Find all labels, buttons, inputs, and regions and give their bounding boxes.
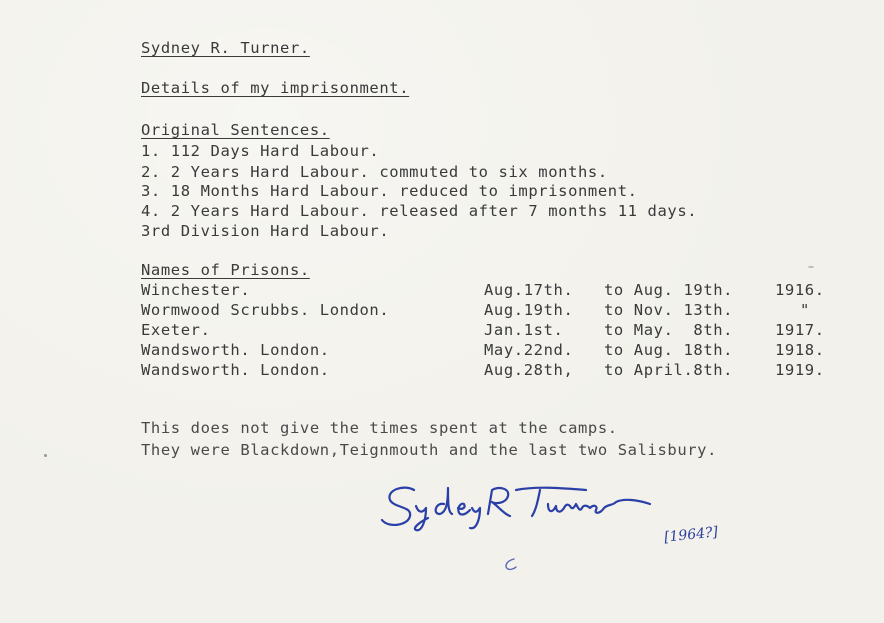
prison-to-date: to Aug. 18th. xyxy=(604,341,734,359)
prison-to-date: to Nov. 13th. xyxy=(604,301,734,319)
sentences-heading: Original Sentences. xyxy=(141,121,330,139)
paper-speck xyxy=(44,454,47,457)
date-annotation: [1964?] xyxy=(663,524,719,546)
sentence-item: 4. 2 Years Hard Labour. released after 7 months 11 days. xyxy=(141,202,698,220)
sentence-item: 1. 112 Days Hard Labour. xyxy=(141,142,380,160)
prisons-heading: Names of Prisons. xyxy=(141,261,310,279)
paper-speck xyxy=(808,266,814,268)
prison-year: 1917. xyxy=(775,321,825,339)
prison-from-date: Aug.17th. xyxy=(484,281,574,299)
camps-note-line-2: They were Blackdown,Teignmouth and the last two Salisbury. xyxy=(141,441,718,459)
prison-to-date: to Aug. 19th. xyxy=(604,281,734,299)
sentence-item: 2. 2 Years Hard Labour. commuted to six months. xyxy=(141,163,608,181)
prison-name: Wormwood Scrubbs. London. xyxy=(141,301,390,319)
document-subtitle: Details of my imprisonment. xyxy=(141,79,410,97)
prison-name: Wandsworth. London. xyxy=(141,361,330,379)
prison-from-date: Aug.28th, xyxy=(484,361,574,379)
prison-year: 1916. xyxy=(775,281,825,299)
prison-from-date: Jan.1st. xyxy=(484,321,564,339)
prison-year: 1918. xyxy=(775,341,825,359)
prison-year-ditto: " xyxy=(800,301,810,319)
prison-name: Winchester. xyxy=(141,281,251,299)
prison-name: Wandsworth. London. xyxy=(141,341,330,359)
sentence-item: 3rd Division Hard Labour. xyxy=(141,222,390,240)
sentence-item: 3. 18 Months Hard Labour. reduced to imprisonment. xyxy=(141,182,638,200)
prison-from-date: May.22nd. xyxy=(484,341,574,359)
author-name: Sydney R. Turner. xyxy=(141,39,310,57)
camps-note-line-1: This does not give the times spent at the camps. xyxy=(141,419,618,437)
prison-name: Exeter. xyxy=(141,321,211,339)
pencil-mark xyxy=(500,555,520,579)
prison-year: 1919. xyxy=(775,361,825,379)
handwritten-signature xyxy=(376,478,676,542)
prison-to-date: to April.8th. xyxy=(604,361,734,379)
prison-from-date: Aug.19th. xyxy=(484,301,574,319)
prison-to-date: to May. 8th. xyxy=(604,321,734,339)
